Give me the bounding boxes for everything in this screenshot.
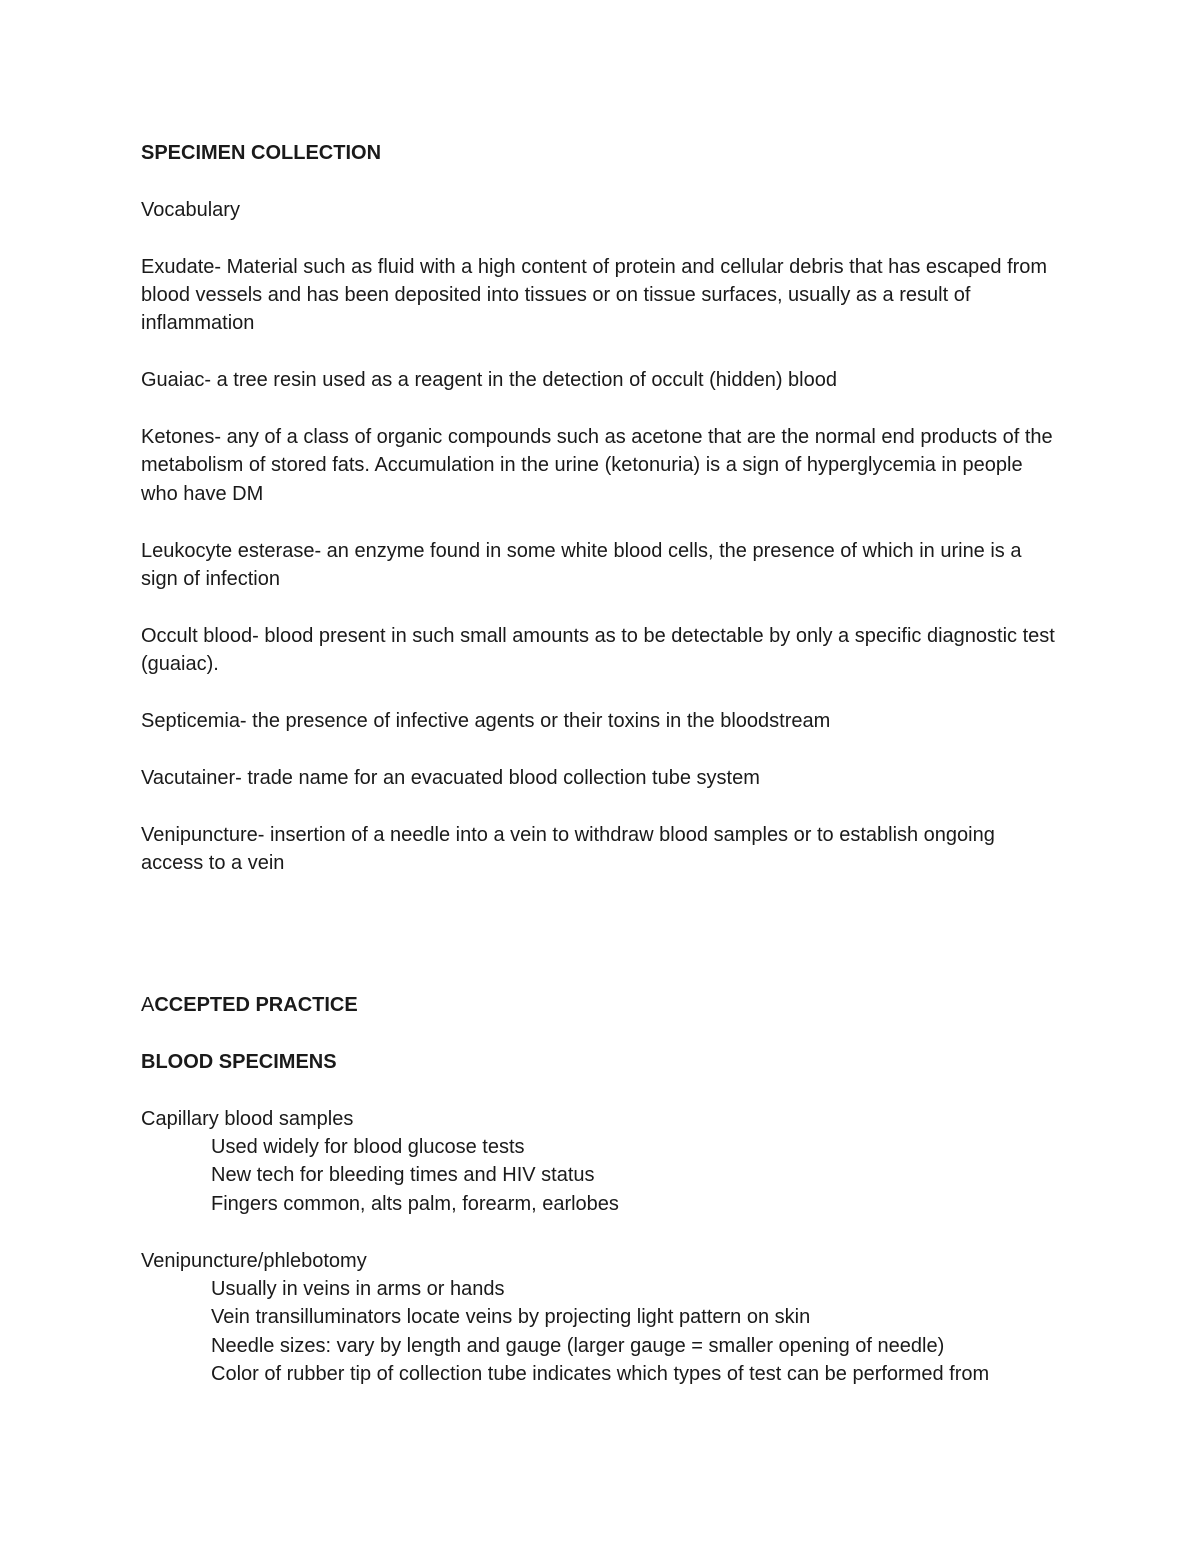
definition-leukocyte-esterase: Leukocyte esterase- an enzyme found in some white blood cells, the presence of which in urine is a sign of infection [141,539,1022,591]
definition-septicemia: Septicemia- the presence of infective agents or their toxins in the bloodstream [141,710,831,733]
definition-vacutainer: Vacutainer- trade name for an evacuated blood collection tube system [141,766,760,789]
venipuncture-item: Color of rubber tip of collection tube indicates which types of test can be performed from [211,1363,990,1386]
capillary-item: Fingers common, alts palm, forearm, earlobes [211,1192,619,1215]
venipuncture-item: Vein transilluminators locate veins by projecting light pattern on skin [211,1306,811,1329]
definition-guaiac: Guaiac- a tree resin used as a reagent in the detection of occult (hidden) blood [141,369,837,392]
accepted-practice-first-letter: A [141,994,155,1017]
capillary-label: Capillary blood samples [141,1107,354,1130]
definition-occult-blood: Occult blood- blood present in such small amounts as to be detectable by only a specific diagnostic test (guaiac). [141,624,1055,676]
venipuncture-item: Usually in veins in arms or hands [211,1278,505,1301]
definition-venipuncture: Venipuncture- insertion of a needle into a vein to withdraw blood samples or to establish ongoing access to a vein [141,823,995,875]
page-title: SPECIMEN COLLECTION [141,142,382,164]
definition-exudate: Exudate- Material such as fluid with a high content of protein and cellular debris that has escaped from blood vessels and has been deposited into tissues or on tissue surfaces, usually as a result of inflammation [141,255,1048,335]
accepted-practice-rest: CCEPTED PRACTICE [154,994,358,1017]
definition-ketones: Ketones- any of a class of organic compounds such as acetone that are the normal end products of the metabolism of stored fats. Accumulation in the urine (ketonuria) is a sign of hyperglycemia in people who have DM [141,426,1053,505]
document-content [141,139,1061,1389]
vocabulary-label: Vocabulary [141,198,240,221]
venipuncture-label: Venipuncture/phlebotomy [141,1249,367,1272]
capillary-item: Used widely for blood glucose tests [211,1136,525,1159]
accepted-practice-heading [141,991,1061,1019]
capillary-item: New tech for bleeding times and HIV status [211,1164,595,1187]
blood-specimens-heading: BLOOD SPECIMENS [141,1050,337,1073]
venipuncture-item: Needle sizes: vary by length and gauge (larger gauge = smaller opening of needle) [211,1334,945,1357]
